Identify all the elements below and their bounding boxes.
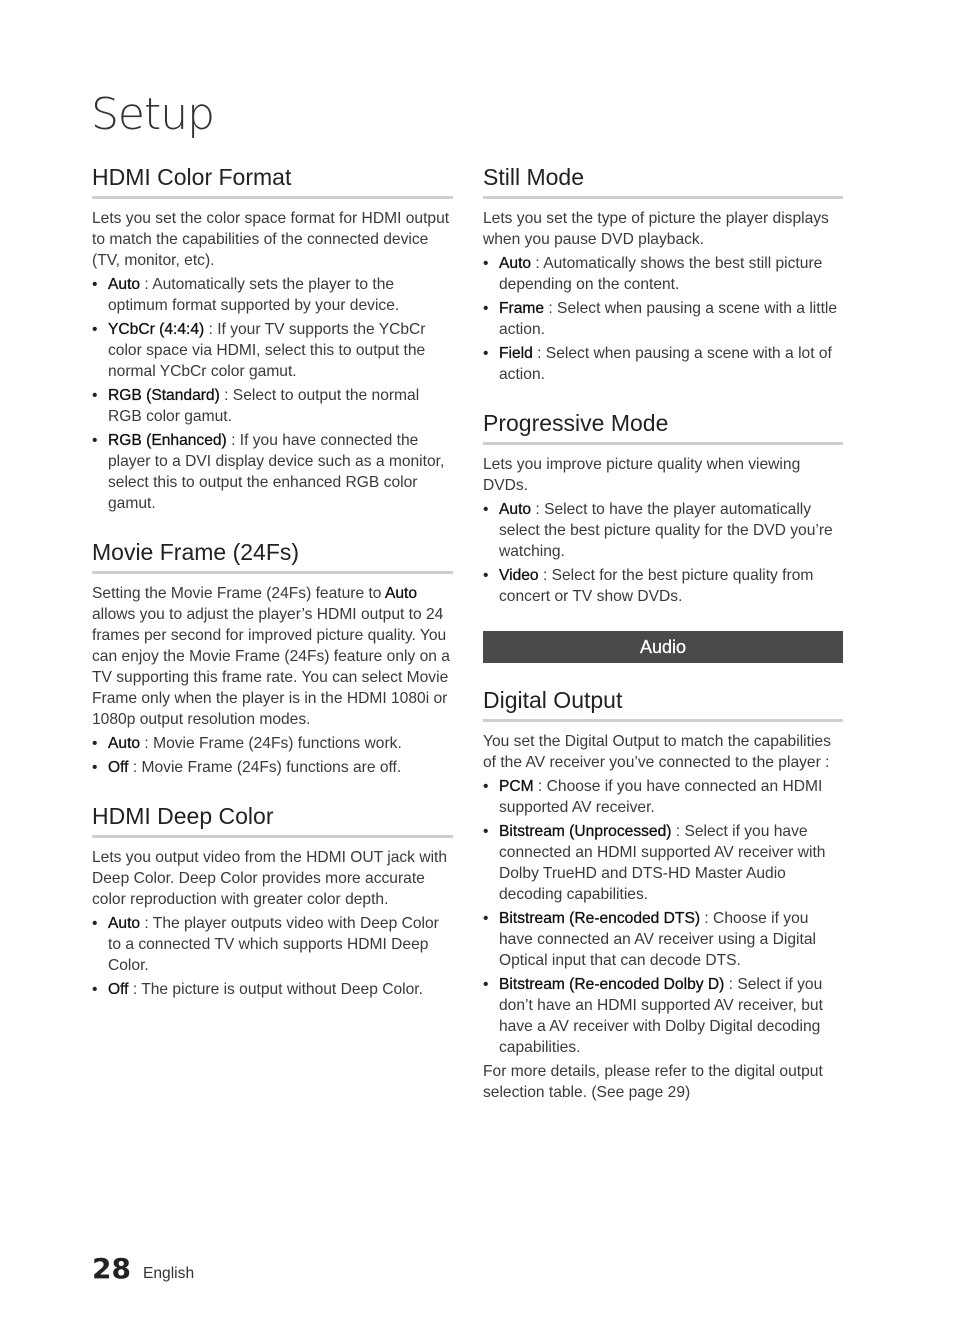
section-progressive-mode [483, 409, 843, 607]
list-item [483, 908, 843, 971]
section-intro: You set the Digital Output to match the capabilities of the AV receiver you’ve connected to the player : [483, 733, 831, 771]
bullet-icon: • [92, 981, 98, 998]
option-list [92, 274, 453, 514]
section-heading: HDMI Color Format [92, 163, 453, 199]
option-term: Off [108, 759, 129, 776]
list-item [92, 979, 453, 1000]
audio-category-bar: Audio [483, 631, 843, 663]
list-item [92, 757, 453, 778]
option-term: Video [499, 567, 539, 584]
option-description: : Choose if you have connected an HDMI supported AV receiver. [499, 778, 823, 816]
list-item [483, 253, 843, 295]
section-hdmi-color-format [92, 163, 453, 514]
option-list [483, 253, 843, 385]
list-item [483, 565, 843, 607]
section-heading: Still Mode [483, 163, 843, 199]
list-item [92, 430, 453, 514]
section-intro: Lets you set the type of picture the player displays when you pause DVD playback. [483, 210, 829, 248]
bullet-icon: • [483, 976, 489, 993]
list-item [92, 274, 453, 316]
list-item [483, 343, 843, 385]
option-term: RGB (Standard) [108, 387, 220, 404]
option-term: Frame [499, 300, 545, 317]
list-item [483, 499, 843, 562]
bullet-icon: • [483, 778, 489, 795]
option-description: : Movie Frame (24Fs) functions are off. [128, 759, 402, 776]
option-list [483, 776, 843, 1058]
option-description: : If your TV supports the YCbCr color space via HDMI, select this to output the normal YCbCr color gamut. [108, 321, 426, 380]
section-heading: Digital Output [483, 686, 843, 722]
bullet-icon: • [92, 432, 98, 449]
list-item [483, 974, 843, 1058]
section-intro: Lets you improve picture quality when viewing DVDs. [483, 456, 801, 494]
option-term: Bitstream (Re-encoded Dolby D) [499, 976, 725, 993]
right-column [483, 163, 843, 1127]
bullet-icon: • [483, 345, 489, 362]
bullet-icon: • [483, 300, 489, 317]
option-term: YCbCr (4:4:4) [108, 321, 205, 338]
list-item [92, 385, 453, 427]
option-description: : If you have connected the player to a DVI display device such as a monitor, select this to output the enhanced RGB color gamut. [108, 432, 445, 512]
section-intro: Lets you output video from the HDMI OUT jack with Deep Color. Deep Color provides more accurate color reproduction with greater color depth. [92, 849, 448, 908]
intro-term: Auto [384, 585, 418, 602]
option-term: Off [108, 981, 129, 998]
bullet-icon: • [483, 501, 489, 518]
option-description: : The picture is output without Deep Color. [128, 981, 423, 998]
option-list [92, 913, 453, 1000]
option-term: Auto [108, 276, 141, 293]
bullet-icon: • [92, 276, 98, 293]
section-note: For more details, please refer to the digital output selection table. (See page 29) [483, 1063, 823, 1101]
page-number: 28 [92, 1252, 131, 1285]
option-description: : Select if you don’t have an HDMI supported AV receiver, but have a AV receiver with Dolby Digital decoding capabilities. [499, 976, 823, 1056]
footer-language: English [142, 1265, 195, 1282]
option-term: Auto [108, 915, 141, 932]
bullet-icon: • [92, 915, 98, 932]
page-title: Setup [91, 89, 215, 140]
section-intro: Lets you set the color space format for HDMI output to match the capabilities of the connected device (TV, monitor, etc). [92, 210, 450, 269]
section-heading: Movie Frame (24Fs) [92, 538, 453, 574]
option-description: : Automatically shows the best still picture depending on the content. [499, 255, 823, 293]
option-description: : Automatically sets the player to the optimum format supported by your device. [108, 276, 400, 314]
bullet-icon: • [483, 255, 489, 272]
option-list [483, 499, 843, 607]
section-hdmi-deep-color [92, 802, 453, 1000]
option-description: : Select when pausing a scene with a lot of action. [499, 345, 832, 383]
option-term: RGB (Enhanced) [108, 432, 227, 449]
list-item [483, 776, 843, 818]
option-description: : Movie Frame (24Fs) functions work. [140, 735, 402, 752]
option-list [92, 733, 453, 778]
bullet-icon: • [92, 321, 98, 338]
option-description: : Select to have the player automatically select the best picture quality for the DVD you’re watching. [499, 501, 833, 560]
list-item [483, 298, 843, 340]
section-heading: HDMI Deep Color [92, 802, 453, 838]
option-term: Field [499, 345, 533, 362]
bullet-icon: • [483, 910, 489, 927]
section-digital-output [483, 686, 843, 1103]
list-item [483, 821, 843, 905]
option-description: : The player outputs video with Deep Color to a connected TV which supports HDMI Deep Color. [108, 915, 439, 974]
option-term: Auto [499, 501, 532, 518]
bullet-icon: • [92, 735, 98, 752]
intro-text: Setting the Movie Frame (24Fs) feature to [92, 585, 385, 602]
section-movie-frame [92, 538, 453, 778]
option-term: Bitstream (Unprocessed) [499, 823, 672, 840]
option-description: : Select if you have connected an HDMI supported AV receiver with Dolby TrueHD and DTS-HD Master Audio decoding capabilities. [499, 823, 826, 903]
section-heading: Progressive Mode [483, 409, 843, 445]
list-item [92, 913, 453, 976]
section-still-mode [483, 163, 843, 385]
list-item [92, 733, 453, 754]
bullet-icon: • [483, 567, 489, 584]
section-intro [92, 583, 453, 730]
option-term: Auto [499, 255, 532, 272]
list-item [92, 319, 453, 382]
left-column [92, 163, 453, 1024]
intro-text: allows you to adjust the player’s HDMI output to 24 frames per second for improved picture quality. You can enjoy the Movie Frame (24Fs) feature only on a TV supporting this frame rate. You can select Movie Frame only when the player is in the HDMI 1080i or 1080p output resolution modes. [92, 606, 450, 728]
option-description: : Select when pausing a scene with a little action. [499, 300, 838, 338]
option-term: Auto [108, 735, 141, 752]
bullet-icon: • [92, 759, 98, 776]
option-description: : Select to output the normal RGB color gamut. [108, 387, 420, 425]
option-description: : Select for the best picture quality from concert or TV show DVDs. [499, 567, 814, 605]
page-footer [92, 1252, 194, 1285]
bullet-icon: • [92, 387, 98, 404]
option-term: Bitstream (Re-encoded DTS) [499, 910, 701, 927]
option-term: PCM [499, 778, 534, 795]
option-description: : Choose if you have connected an AV receiver using a Digital Optical input that can decode DTS. [499, 910, 816, 969]
bullet-icon: • [483, 823, 489, 840]
